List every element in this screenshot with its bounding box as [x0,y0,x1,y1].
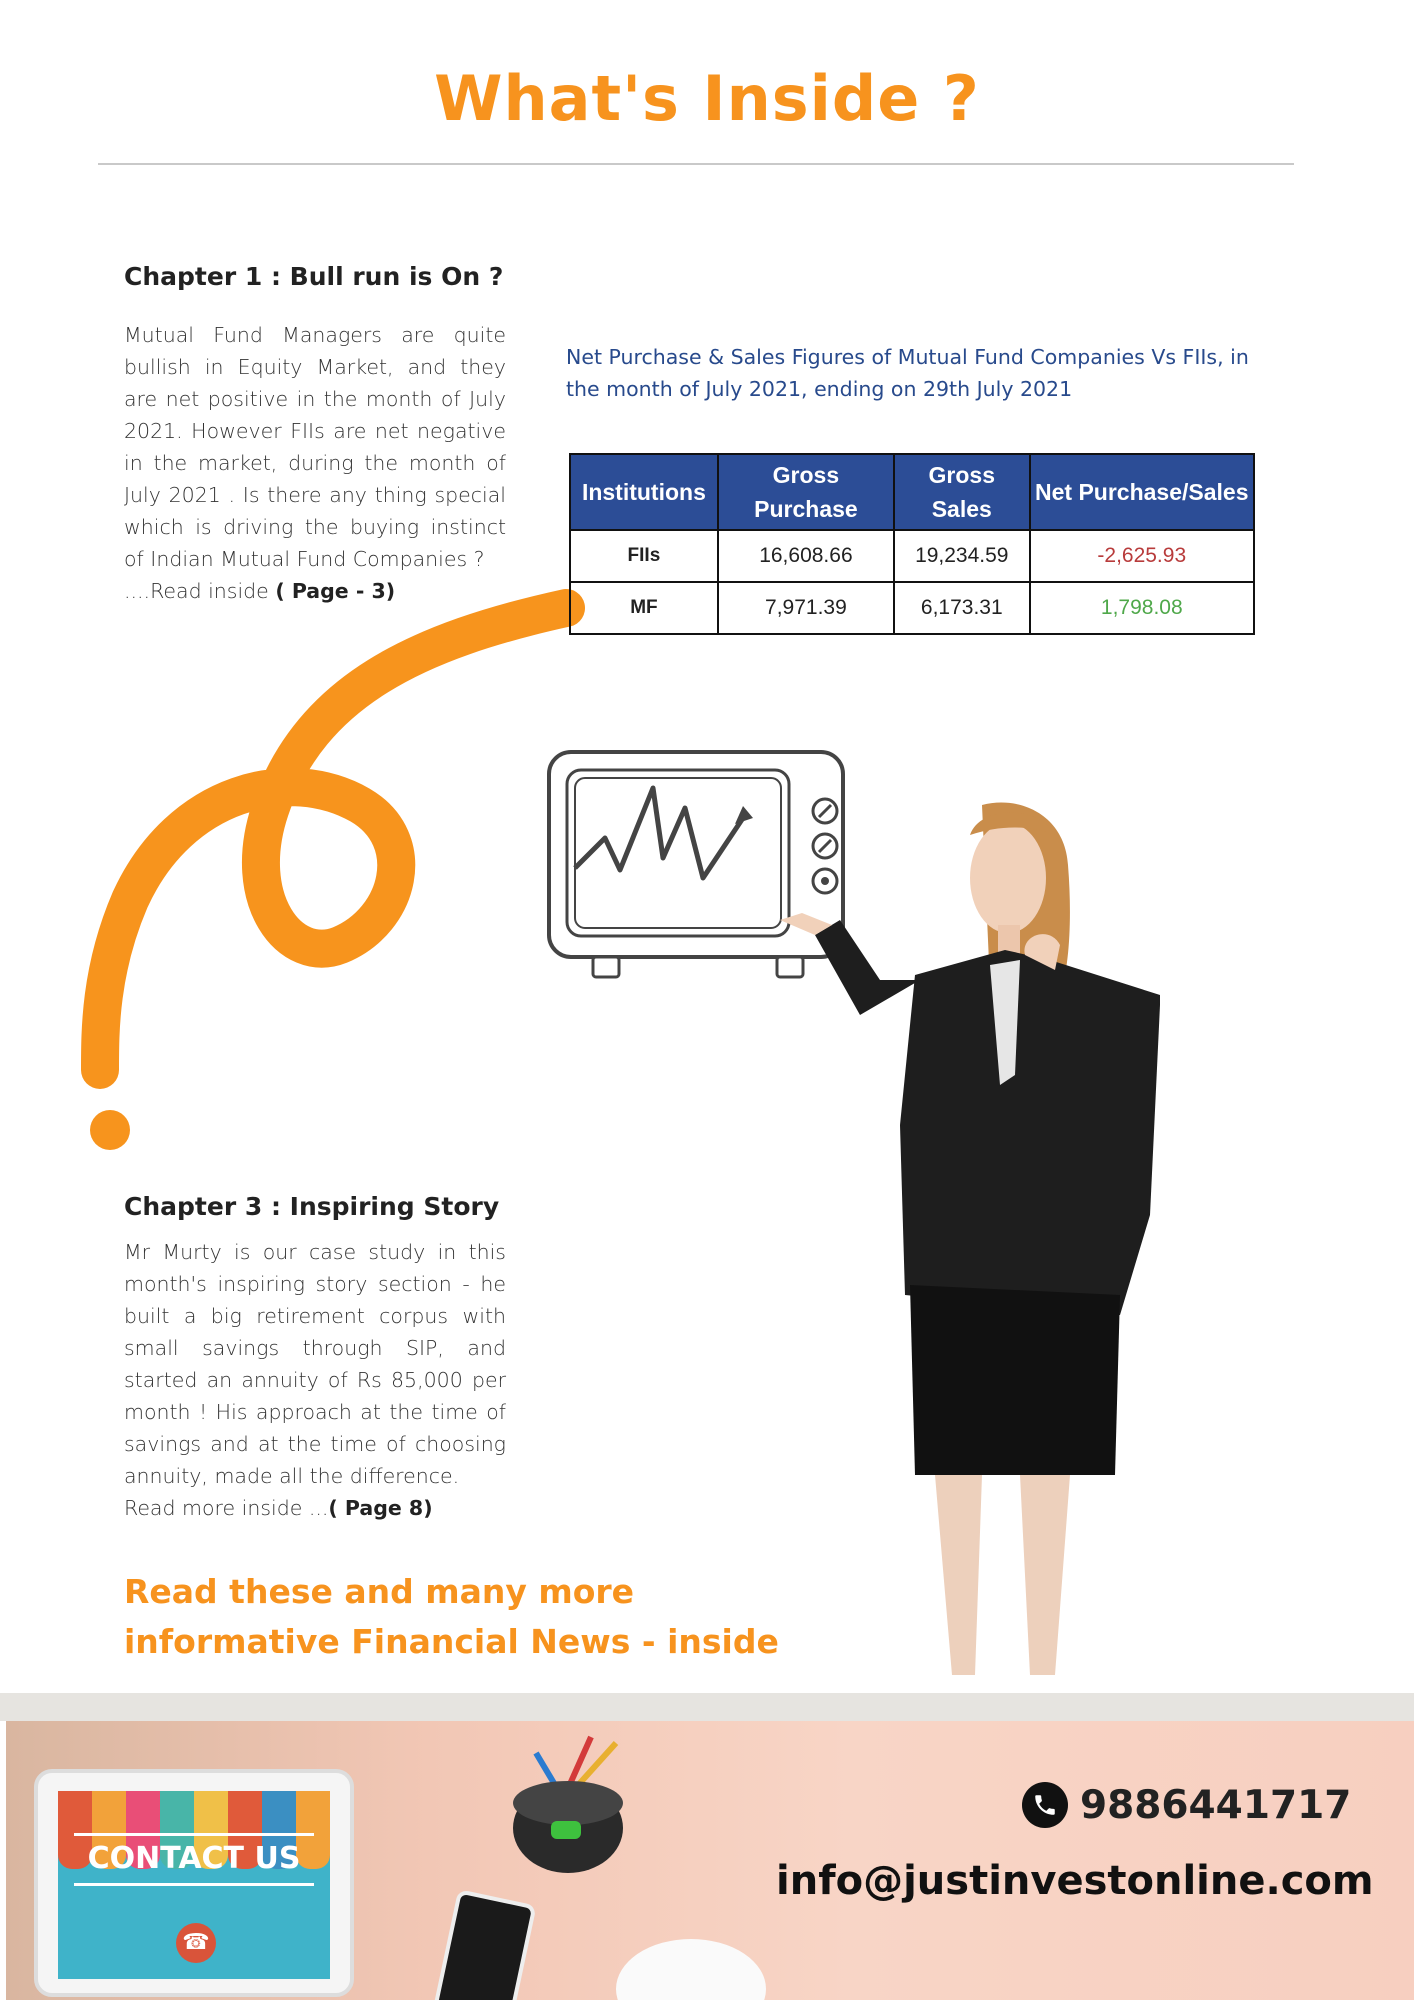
table-row [570,530,1254,582]
orange-swirl-decoration [0,560,600,1160]
table-caption: Net Purchase & Sales Figures of Mutual Fund Companies Vs FIIs, in the month of July 2021, ending on 29th July 2021 [566,345,1249,401]
tablet-image [34,1769,354,1997]
chapter3-body [124,1236,506,1524]
contact-us-label[interactable]: CONTACT US [87,1841,301,1876]
table-header-row [570,454,1254,530]
table-row [570,582,1254,634]
cell-gross-sales: 6,173.31 [894,582,1030,634]
cell-institution: FIIs [570,530,718,582]
cell-gross-purchase: 7,971.39 [718,582,894,634]
contact-phone-icon: ☎ [176,1923,216,1963]
header-institutions: Institutions [570,454,718,530]
title-divider [98,163,1294,165]
footer-separator-band [0,1693,1414,1721]
chapter3-read-link[interactable]: Read more inside ...( Page 8) [124,1496,433,1520]
phone-number[interactable]: 9886441717 [1080,1782,1352,1828]
cta-line-1: Read these and many more [124,1572,635,1611]
cell-net-positive: 1,798.08 [1030,582,1254,634]
tablet-screen [58,1791,330,1979]
email-address[interactable]: info@justinvestonline.com [776,1858,1374,1904]
chapter1-text: Mutual Fund Managers are quite bullish in Equity Market, and they are net positive in the month of July 2021. However FIIs are net negative in the market, during the month of July 2021 . Is there any thing special which is driving the buying instinct of Indian Mutual Fund Companies ? [124,323,506,571]
header-net: Net Purchase/Sales [1030,454,1254,530]
cell-net-negative: -2,625.93 [1030,530,1254,582]
cell-gross-sales: 19,234.59 [894,530,1030,582]
phone-icon [1022,1782,1068,1828]
header-gross-sales: Gross Sales [894,454,1030,530]
header-gross-purchase: Gross Purchase [718,454,894,530]
call-to-action [124,1567,779,1667]
chapter1-read-link[interactable]: ....Read inside ( Page - 3) [124,579,396,603]
cta-line-2: informative Financial News - inside [124,1622,779,1661]
page-title: What's Inside ? [434,62,980,135]
cell-gross-purchase: 16,608.66 [718,530,894,582]
cell-institution: MF [570,582,718,634]
chapter3-text: Mr Murty is our case study in this month's inspiring story section - he built a big retirement corpus with small savings through SIP, and started an annuity of Rs 85,000 per month ! His approach at the time of savings and at the time of choosing annuity, made all the difference. [124,1240,506,1488]
coffee-cup-image [616,1939,766,2000]
chapter3-heading: Chapter 3 : Inspiring Story [124,1192,500,1221]
businesswoman-image [720,795,1160,1695]
chapter1-body [124,319,506,607]
contact-rule-bottom [74,1883,314,1886]
contact-rule-top [74,1833,314,1836]
smartphone-image [431,1889,536,2000]
fund-flow-table [569,453,1255,635]
phone-contact[interactable] [1022,1781,1351,1829]
pencil-cup-image [496,1733,646,1883]
chapter1-heading: Chapter 1 : Bull run is On ? [124,262,504,291]
